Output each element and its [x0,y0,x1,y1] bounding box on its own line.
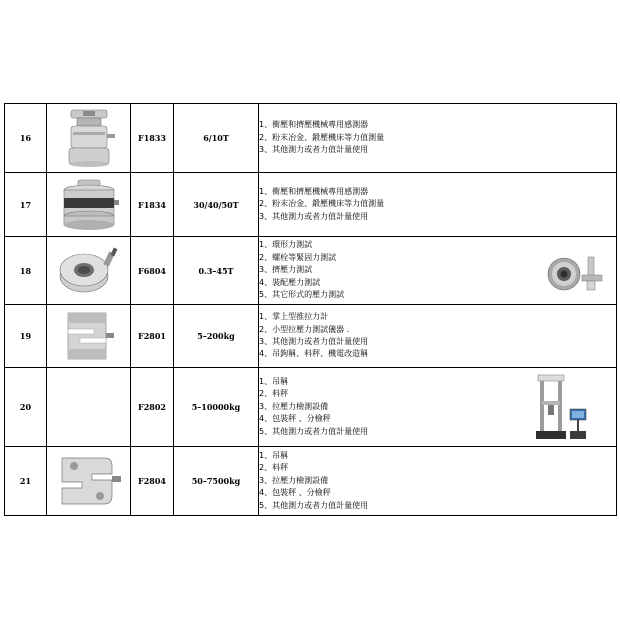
row-number: 21 [5,447,47,516]
capacity-range: 50–7500kg [174,447,259,516]
model-code: F6804 [131,237,174,305]
model-code: F1833 [131,104,174,173]
applications-cell [259,237,617,305]
application-item: 1、吊稱 [259,450,289,460]
application-item: 5、其它形式的壓力測試 [259,290,345,300]
applications-cell [259,447,617,516]
row-number: 19 [5,305,47,368]
application-item: 3、其他測力或者力值計量使用 [259,337,369,346]
application-item: 2、料秤 [259,389,289,399]
capacity-range: 30/40/50T [174,173,259,237]
table-row [5,305,617,368]
application-item: 1、衝壓和擠壓機械專用感測器 [259,186,369,196]
application-item: 3、拉壓力檢測設備 [259,475,329,485]
table-row [5,447,617,516]
application-item: 2、螺栓等緊固力測試 [259,252,337,262]
application-item: 2、粉末冶金、鍛壓機床等力值測量 [259,132,385,142]
application-item: 2、料秤 [259,463,289,473]
row-number: 20 [5,368,47,447]
capacity-range: 0.3–45T [174,237,259,305]
application-item: 3、擠壓力測試 [259,265,313,275]
application-item: 3、拉壓力檢測設備 [259,401,329,411]
ring-washer-load-cell-icon [56,246,122,296]
applications-cell [259,104,617,173]
application-item: 4、包裝秤 、分檢秤 [259,488,331,498]
spec-table [4,103,617,516]
s-type-load-cell-icon [54,452,124,510]
application-item: 3、其他測力或者力值計量使用 [259,145,369,155]
product-image-cell [47,173,131,237]
spoke-type-load-cell-icon [58,178,120,232]
applications-cell [259,368,617,447]
row-number: 18 [5,237,47,305]
washer-and-bolt-assembly-icon [546,253,610,293]
applications-cell [259,173,617,237]
application-item: 5、其他測力或者力值計量使用 [259,426,369,436]
product-image-cell [47,447,131,516]
row-number: 17 [5,173,47,237]
model-code: F2804 [131,447,174,516]
application-item: 2、小型拉壓力測試儀器 . [259,324,350,334]
s-type-miniature-load-cell-icon [62,309,116,363]
capacity-range: 5–200kg [174,305,259,368]
cylindrical-button-load-cell-icon [61,106,117,170]
table-row [5,237,617,305]
product-image-cell [47,104,131,173]
application-item: 4、包裝秤 、分檢秤 [259,414,331,424]
application-item: 4、裝配壓力測試 [259,277,321,287]
table-row [5,104,617,173]
application-item: 1、掌上型推拉力計 [259,312,329,322]
application-item: 1、衝壓和擠壓機械專用感測器 [259,120,369,130]
application-item: 1、環形力測試 [259,240,313,250]
application-item: 2、粉末冶金、鍛壓機床等力值測量 [259,199,385,209]
model-code: F2802 [131,368,174,447]
capacity-range: 5–10000kg [174,368,259,447]
row-number: 16 [5,104,47,173]
product-image-cell [47,305,131,368]
model-code: F2801 [131,305,174,368]
application-item: 1、吊稱 [259,376,289,386]
application-item: 4、吊鉤稱、料秤、機電改造稱 [259,349,369,359]
application-item: 5、其他測力或者力值計量使用 [259,500,369,510]
application-item: 3、其他測力或者力值計量使用 [259,211,369,221]
applications-cell [259,305,617,368]
table-row [5,173,617,237]
product-image-cell [47,368,131,447]
table-row [5,368,617,447]
model-code: F1834 [131,173,174,237]
universal-testing-machine-icon [532,371,592,443]
product-image-cell [47,237,131,305]
capacity-range: 6/10T [174,104,259,173]
